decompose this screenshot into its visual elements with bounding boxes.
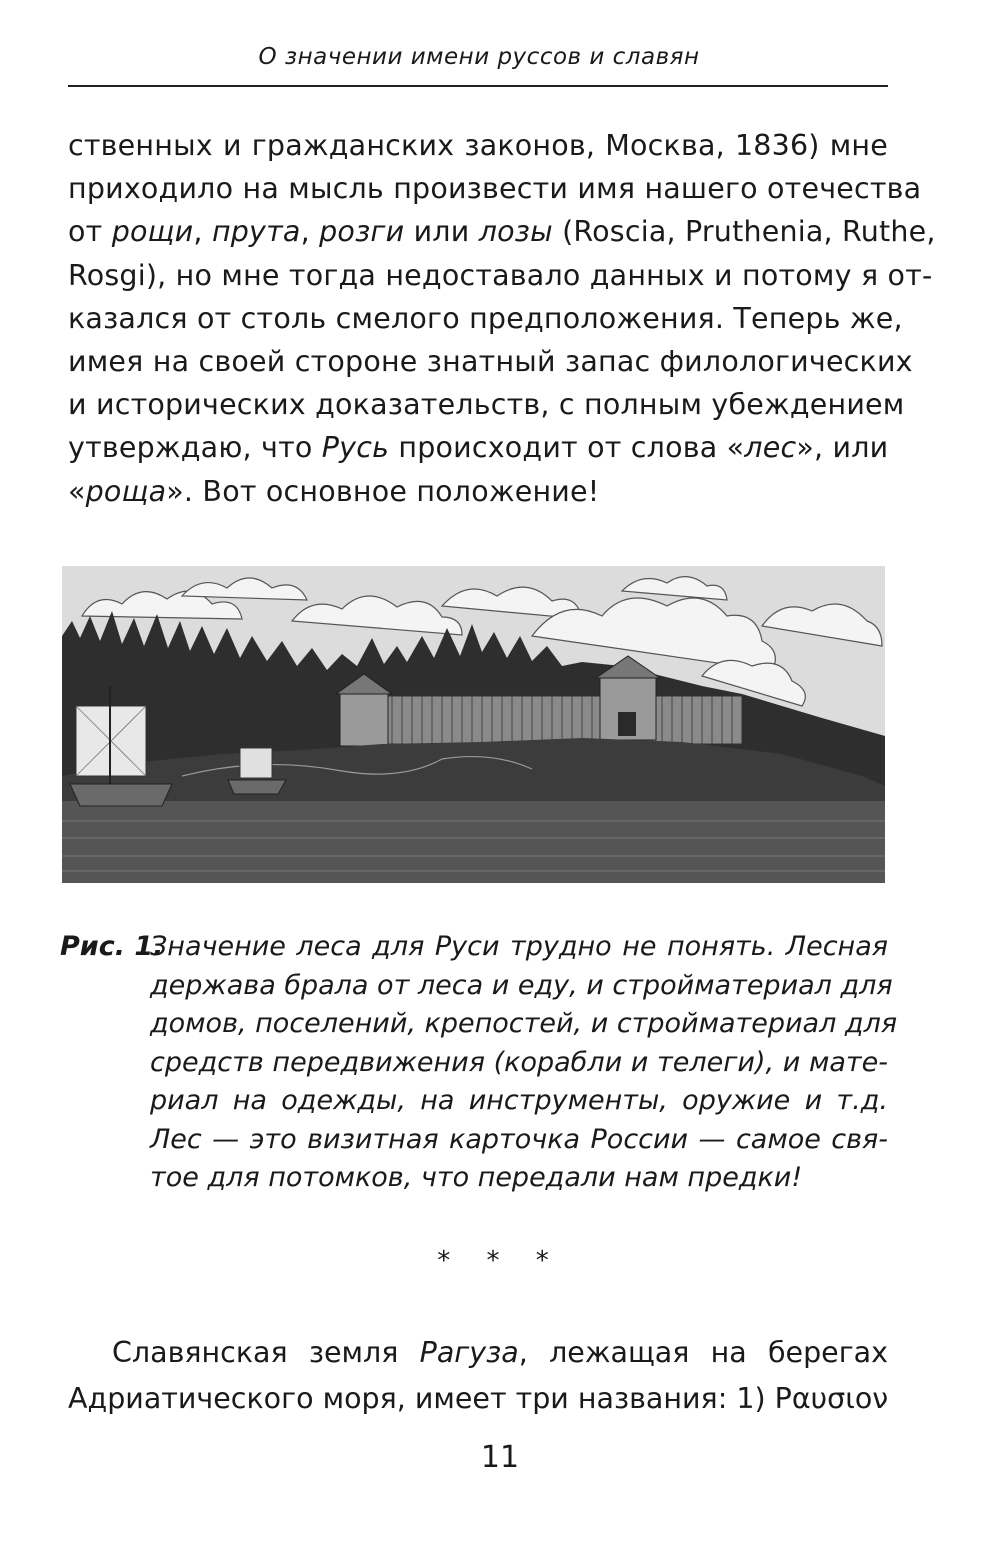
caption-line-1: Значение леса для Руси трудно не понять. Лесная	[150, 931, 888, 962]
caption-line-5: риал на одежды, на инструменты, оружие и т.д.	[150, 1085, 888, 1116]
running-header: О значении имени руссов и славян	[258, 44, 700, 70]
body-line-3: от рощи, прута, розги или лозы (Roscia, Pruthenia, Ruthe,	[68, 215, 936, 249]
page-number: 11	[480, 1440, 520, 1475]
body-paragraph	[68, 124, 936, 513]
caption-line-6: Лес — это визитная карточка России — самое свя-	[150, 1123, 888, 1155]
section-separator: * * *	[437, 1246, 563, 1276]
body-line-1: ственных и гражданских законов, Москва, 1836) мне	[68, 129, 888, 162]
caption-line-2: держава брала от леса и еду, и стройматериал для	[150, 969, 893, 1001]
body-line-9: «роща». Вот основное положение!	[68, 474, 600, 508]
body-line-2: приходило на мысль произвести имя нашего отечества	[68, 172, 922, 206]
caption-label: Рис. 1.	[60, 931, 164, 962]
caption-line-3: домов, поселений, крепостей, и стройматериал для	[150, 1008, 898, 1039]
body-line-5: казался от столь смелого предположения. Теперь же,	[68, 301, 903, 335]
illustration-fortress-forest	[62, 566, 885, 883]
body-line-7: и исторических доказательств, с полным убеждением	[68, 388, 905, 422]
illustration-svg	[62, 566, 885, 883]
caption-line-7: тое для потомков, что передали нам предки!	[150, 1162, 803, 1193]
para2-line-2: Адриатического моря, имеет три названия: 1) Ραυσιον	[68, 1382, 889, 1415]
body-line-6: имея на своей стороне знатный запас филологических	[68, 345, 913, 379]
paragraph-ragusa	[68, 1330, 888, 1422]
caption-text	[150, 928, 898, 1198]
header-rule	[68, 85, 888, 87]
body-line-4: Rosgi), но мне тогда недоставало данных и потому я от-	[68, 258, 933, 292]
caption-line-4: средств передвижения (корабли и телеги), и мате-	[150, 1046, 888, 1078]
body-line-8: утверждаю, что Русь происходит от слова «лес», или	[68, 431, 889, 465]
figure-caption	[60, 928, 898, 1198]
para2-line-1: Славянская земля Рагуза, лежащая на берегах	[112, 1336, 888, 1369]
